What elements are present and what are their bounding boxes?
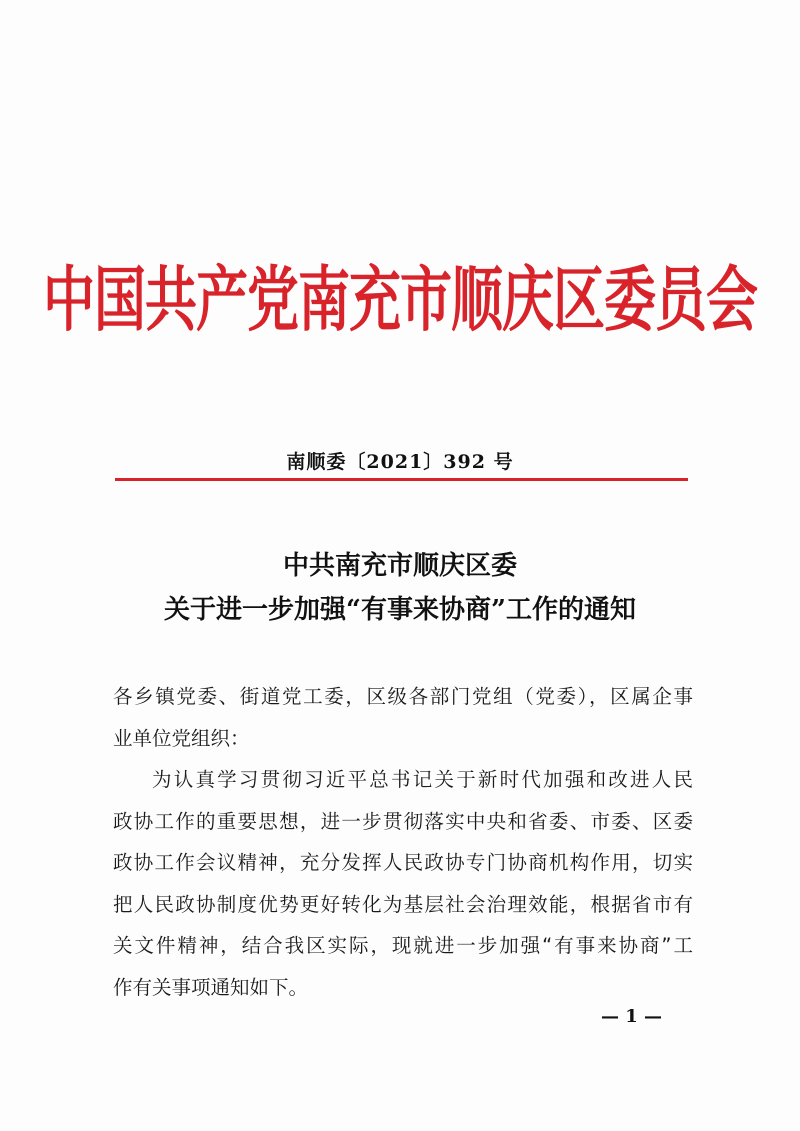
organization-header: 中国共产党南充市顺庆区委员会 — [42, 259, 757, 342]
salutation-line: 各乡镇党委、街道党工委，区级各部门党组（党委），区属企事 — [113, 685, 693, 708]
paragraph-line: 把人民政协制度优势更好转化为基层社会治理效能，根据省市有 — [113, 892, 693, 916]
page-number: — 1 — — [600, 1006, 662, 1027]
document-number: 南顺委〔2021〕392 号 — [286, 451, 514, 473]
red-divider-rule — [115, 478, 688, 481]
document-body — [113, 676, 693, 1008]
salutation-line: 业单位党组织： — [113, 726, 250, 750]
paragraph-line: 作有关事项通知如下。 — [113, 975, 309, 999]
title-line-1: 中共南充市顺庆区委 — [282, 551, 517, 581]
paragraph-line: 政协工作会议精神，充分发挥人民政协专门协商机构作用，切实 — [113, 851, 693, 874]
title-line-2: 关于进一步加强“有事来协商”工作的通知 — [164, 595, 636, 625]
document-title — [0, 544, 800, 632]
paragraph-line: 为认真学习贯彻习近平总书记关于新时代加强和改进人民 — [152, 768, 693, 791]
paragraph-line: 政协工作的重要思想，进一步贯彻落实中央和省委、市委、区委 — [113, 809, 693, 833]
paragraph-line: 关文件精神，结合我区实际，现就进一步加强“有事来协商”工 — [113, 934, 693, 957]
